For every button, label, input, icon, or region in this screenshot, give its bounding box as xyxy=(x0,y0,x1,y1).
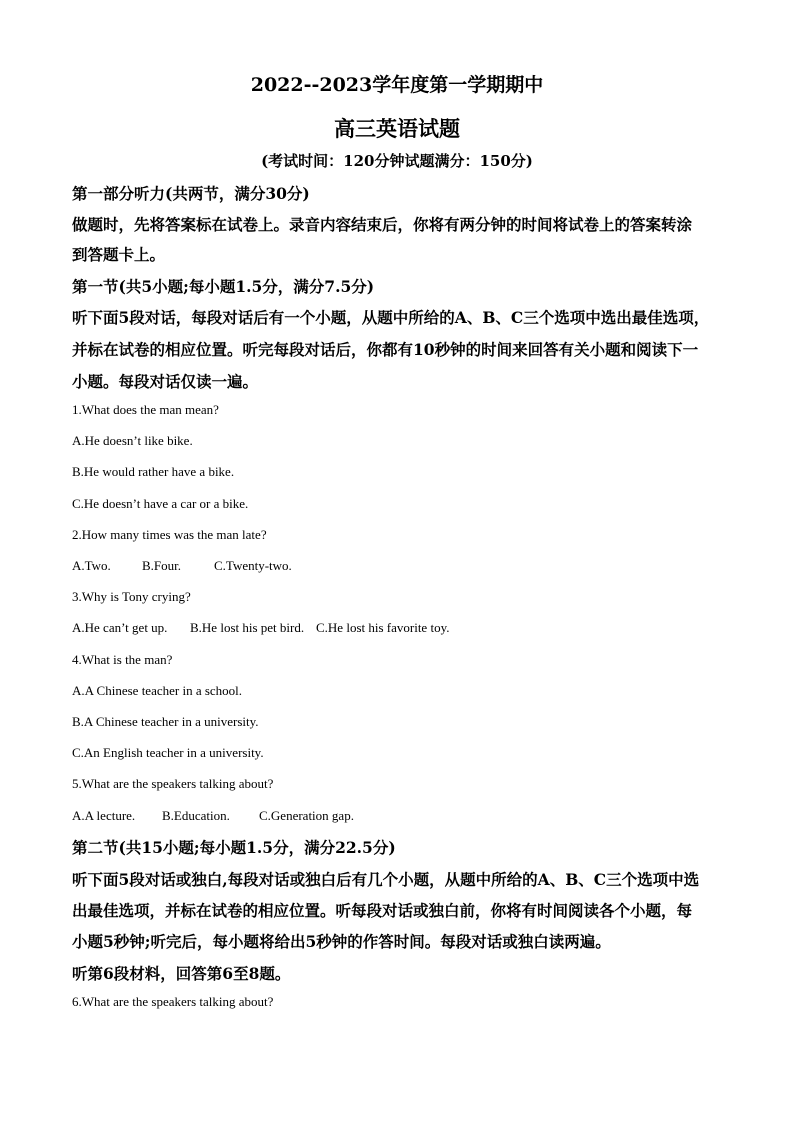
question-4-option-c: C.An English teacher in a university. xyxy=(72,745,264,760)
question-5-option-c: C.Generation gap. xyxy=(259,808,354,823)
question-1-option-b: B.He would rather have a bike. xyxy=(72,464,235,479)
question-2-options xyxy=(72,558,732,574)
question-5-option-b: B.Education. xyxy=(162,808,230,823)
question-5-option-a: A.A lecture. xyxy=(72,808,136,823)
section2-heading: 第二节(共15小题;每小题1.5分，满分22.5分) xyxy=(72,838,396,857)
question-6-stem: 6.What are the speakers talking about? xyxy=(72,994,274,1009)
part1-instruction-line1: 做题时，先将答案标在试卷上。录音内容结束后，你将有两分钟的时间将试卷上的答案转涂 xyxy=(72,215,693,234)
question-1-option-a: A.He doesn’t like bike. xyxy=(72,433,193,448)
section2-material-prompt: 听第6段材料，回答第6至8题。 xyxy=(72,964,291,983)
question-3-options xyxy=(72,620,732,636)
question-2-option-c: C.Twenty-two. xyxy=(214,558,292,573)
part1-heading: 第一部分听力(共两节，满分30分) xyxy=(72,184,310,203)
question-3-option-c: C.He lost his favorite toy. xyxy=(316,620,450,635)
section1-instruction-line1: 听下面5段对话，每段对话后有一个小题，从题中所给的A、B、C三个选项中选出最佳选项， xyxy=(72,308,710,327)
question-1-stem: 1.What does the man mean? xyxy=(72,402,219,417)
section1-instruction-line3: 小题。每段对话仅读一遍。 xyxy=(72,372,259,391)
question-5-stem: 5.What are the speakers talking about? xyxy=(72,776,274,791)
question-2-option-b: B.Four. xyxy=(142,558,182,573)
question-4-stem: 4.What is the man? xyxy=(72,652,173,667)
exam-info: (考试时间：120分钟试题满分：150分) xyxy=(261,152,533,170)
question-1-option-c: C.He doesn’t have a car or a bike. xyxy=(72,496,249,511)
exam-title-year: 2022--2023学年度第一学期期中 xyxy=(250,74,544,96)
question-2-stem: 2.How many times was the man late? xyxy=(72,527,267,542)
section2-instruction-line3: 小题5秒钟;听完后，每小题将给出5秒钟的作答时间。每段对话或独白读两遍。 xyxy=(72,932,611,951)
section1-instruction-line2: 并标在试卷的相应位置。听完每段对话后，你都有10秒钟的时间来回答有关小题和阅读下一 xyxy=(72,340,699,359)
question-4-option-b: B.A Chinese teacher in a university. xyxy=(72,714,259,729)
section2-instruction-line2: 出最佳选项，并标在试卷的相应位置。听每段对话或独白前，你将有时间阅读各个小题，每 xyxy=(72,901,693,920)
section1-heading: 第一节(共5小题;每小题1.5分，满分7.5分) xyxy=(72,277,375,296)
question-3-option-b: B.He lost his pet bird. xyxy=(190,620,305,635)
question-4-option-a: A.A Chinese teacher in a school. xyxy=(72,683,243,698)
exam-title-subject: 高三英语试题 xyxy=(334,116,460,141)
question-5-options xyxy=(72,808,732,824)
part1-instruction-line2: 到答题卡上。 xyxy=(72,245,166,264)
question-3-stem: 3.Why is Tony crying? xyxy=(72,589,191,604)
question-2-option-a: A.Two. xyxy=(72,558,111,573)
section2-instruction-line1: 听下面5段对话或独白,每段对话或独白后有几个小题，从题中所给的A、B、C三个选项中选 xyxy=(72,870,700,889)
question-3-option-a: A.He can’t get up. xyxy=(72,620,168,635)
